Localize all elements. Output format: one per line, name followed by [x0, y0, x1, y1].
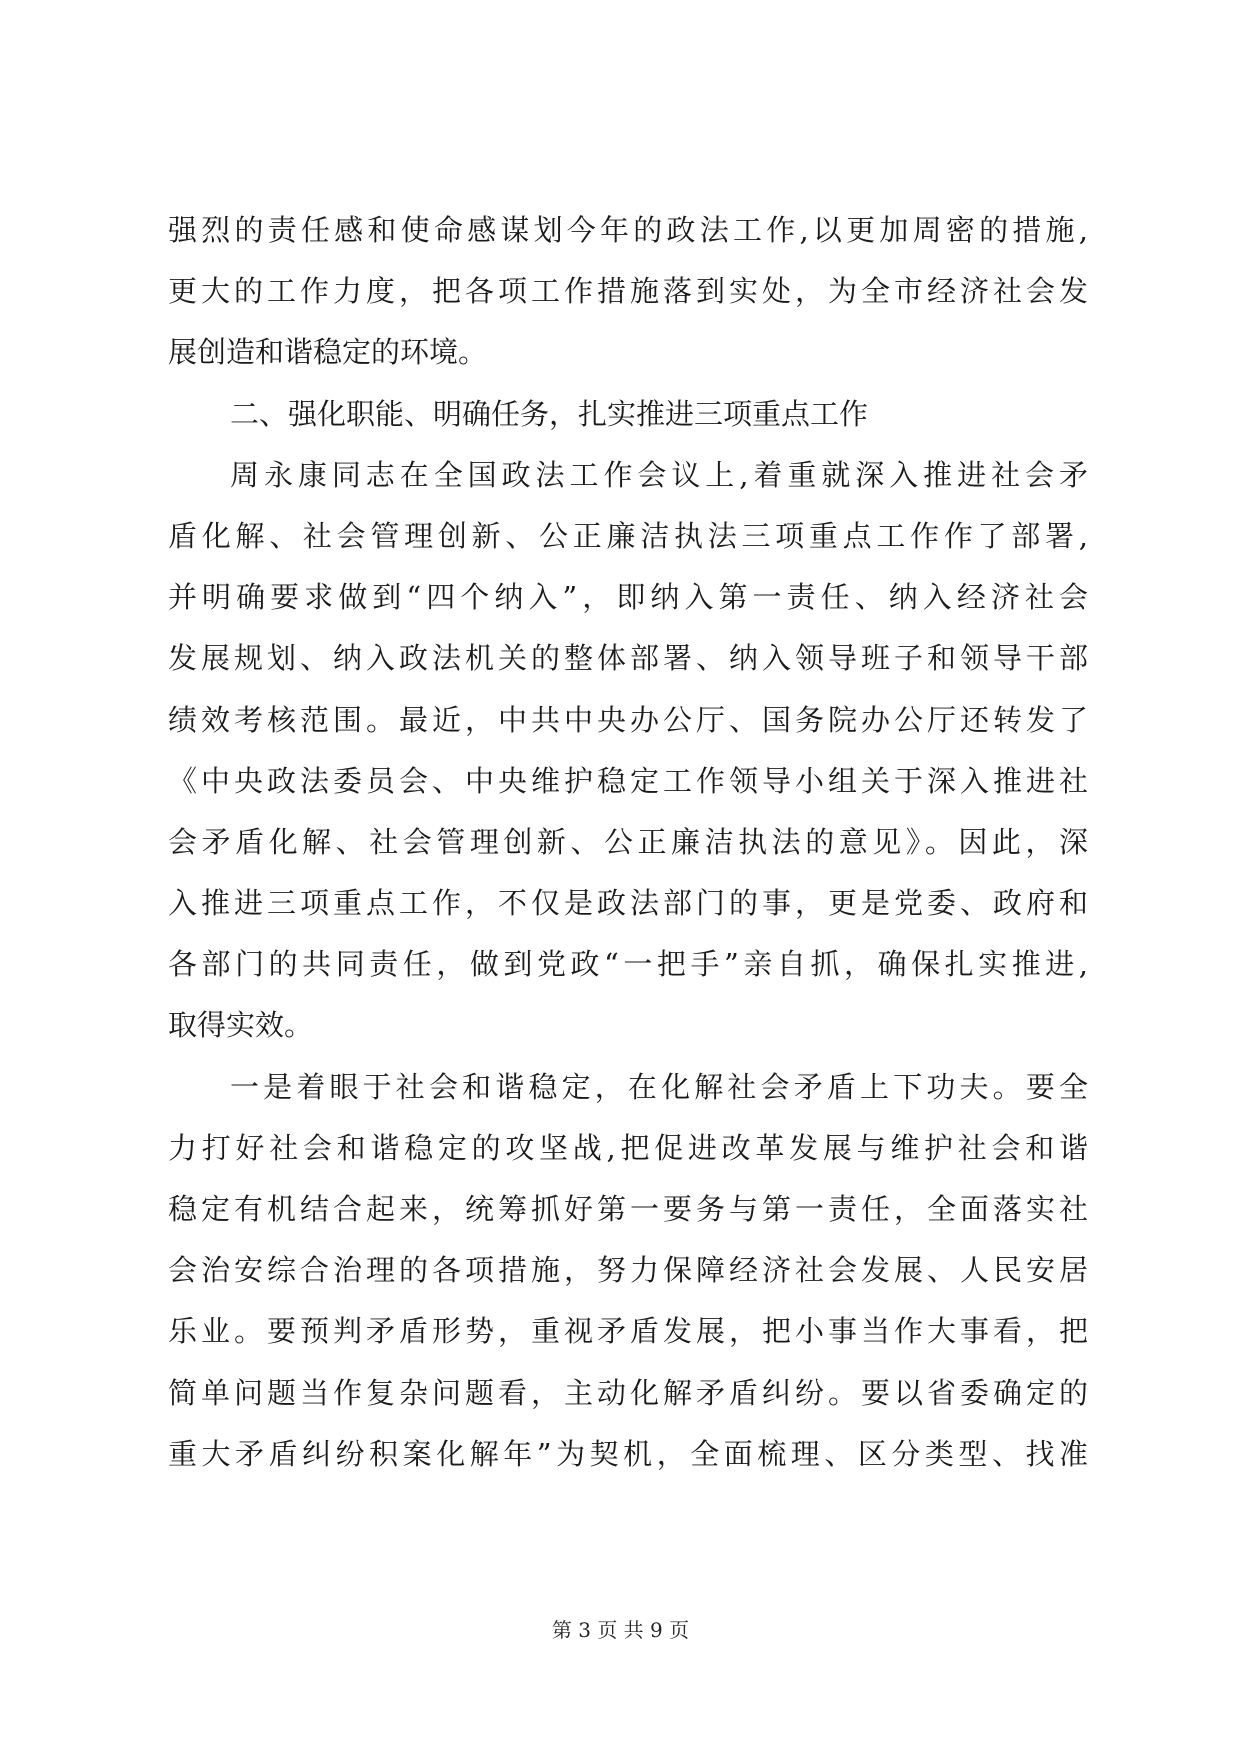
text-line: 强烈的责任感和使命感谋划今年的政法工作,以更加周密的措施,: [168, 213, 1088, 247]
text-line: 入推进三项重点工作，不仅是政法部门的事，更是党委、政府和: [168, 886, 1088, 921]
document-body: [168, 200, 1088, 1485]
text-line: 会矛盾化解、社会管理创新、公正廉洁执法的意见》。因此，深: [168, 824, 1088, 859]
text-line: 展创造和谐稳定的环境。: [168, 335, 488, 370]
text-line: 盾化解、社会管理创新、公正廉洁执法三项重点工作作了部署,: [168, 518, 1088, 553]
text-line: 简单问题当作复杂问题看，主动化解矛盾纠纷。要以省委确定的: [168, 1375, 1088, 1410]
text-line: 周永康同志在全国政法工作会议上,着重就深入推进社会矛: [230, 457, 1088, 492]
text-line: 力打好社会和谐稳定的攻坚战,把促进改革发展与维护社会和谐: [168, 1130, 1088, 1165]
text-line: 并明确要求做到“四个纳入”，即纳入第一责任、纳入经济社会: [168, 580, 1088, 615]
text-line: 取得实效。: [168, 1008, 314, 1043]
text-line: 乐业。要预判矛盾形势，重视矛盾发展，把小事当作大事看，把: [168, 1314, 1088, 1349]
text-line: 各部门的共同责任，做到党政“一把手”亲自抓，确保扎实推进,: [168, 947, 1088, 982]
page-number-footer: 第 3 页 共 9 页: [551, 1618, 690, 1642]
text-line: 稳定有机结合起来，统筹抓好第一要务与第一责任，全面落实社: [168, 1192, 1088, 1226]
text-line: 《中央政法委员会、中央维护稳定工作领导小组关于深入推进社: [168, 763, 1088, 798]
text-line: 发展规划、纳入政法机关的整体部署、纳入领导班子和领导干部: [168, 641, 1088, 676]
section-heading: 二、强化职能、明确任务，扎实推进三项重点工作: [230, 396, 869, 431]
text-line: 会治安综合治理的各项措施，努力保障经济社会发展、人民安居: [168, 1253, 1088, 1288]
text-line: 一是着眼于社会和谐稳定，在化解社会矛盾上下功夫。要全: [230, 1069, 1088, 1104]
text-line: 更大的工作力度，把各项工作措施落到实处，为全市经济社会发: [168, 274, 1088, 309]
text-line: 绩效考核范围。最近，中共中央办公厅、国务院办公厅还转发了: [168, 702, 1088, 737]
text-line: 重大矛盾纠纷积案化解年”为契机，全面梳理、区分类型、找准: [168, 1436, 1088, 1471]
